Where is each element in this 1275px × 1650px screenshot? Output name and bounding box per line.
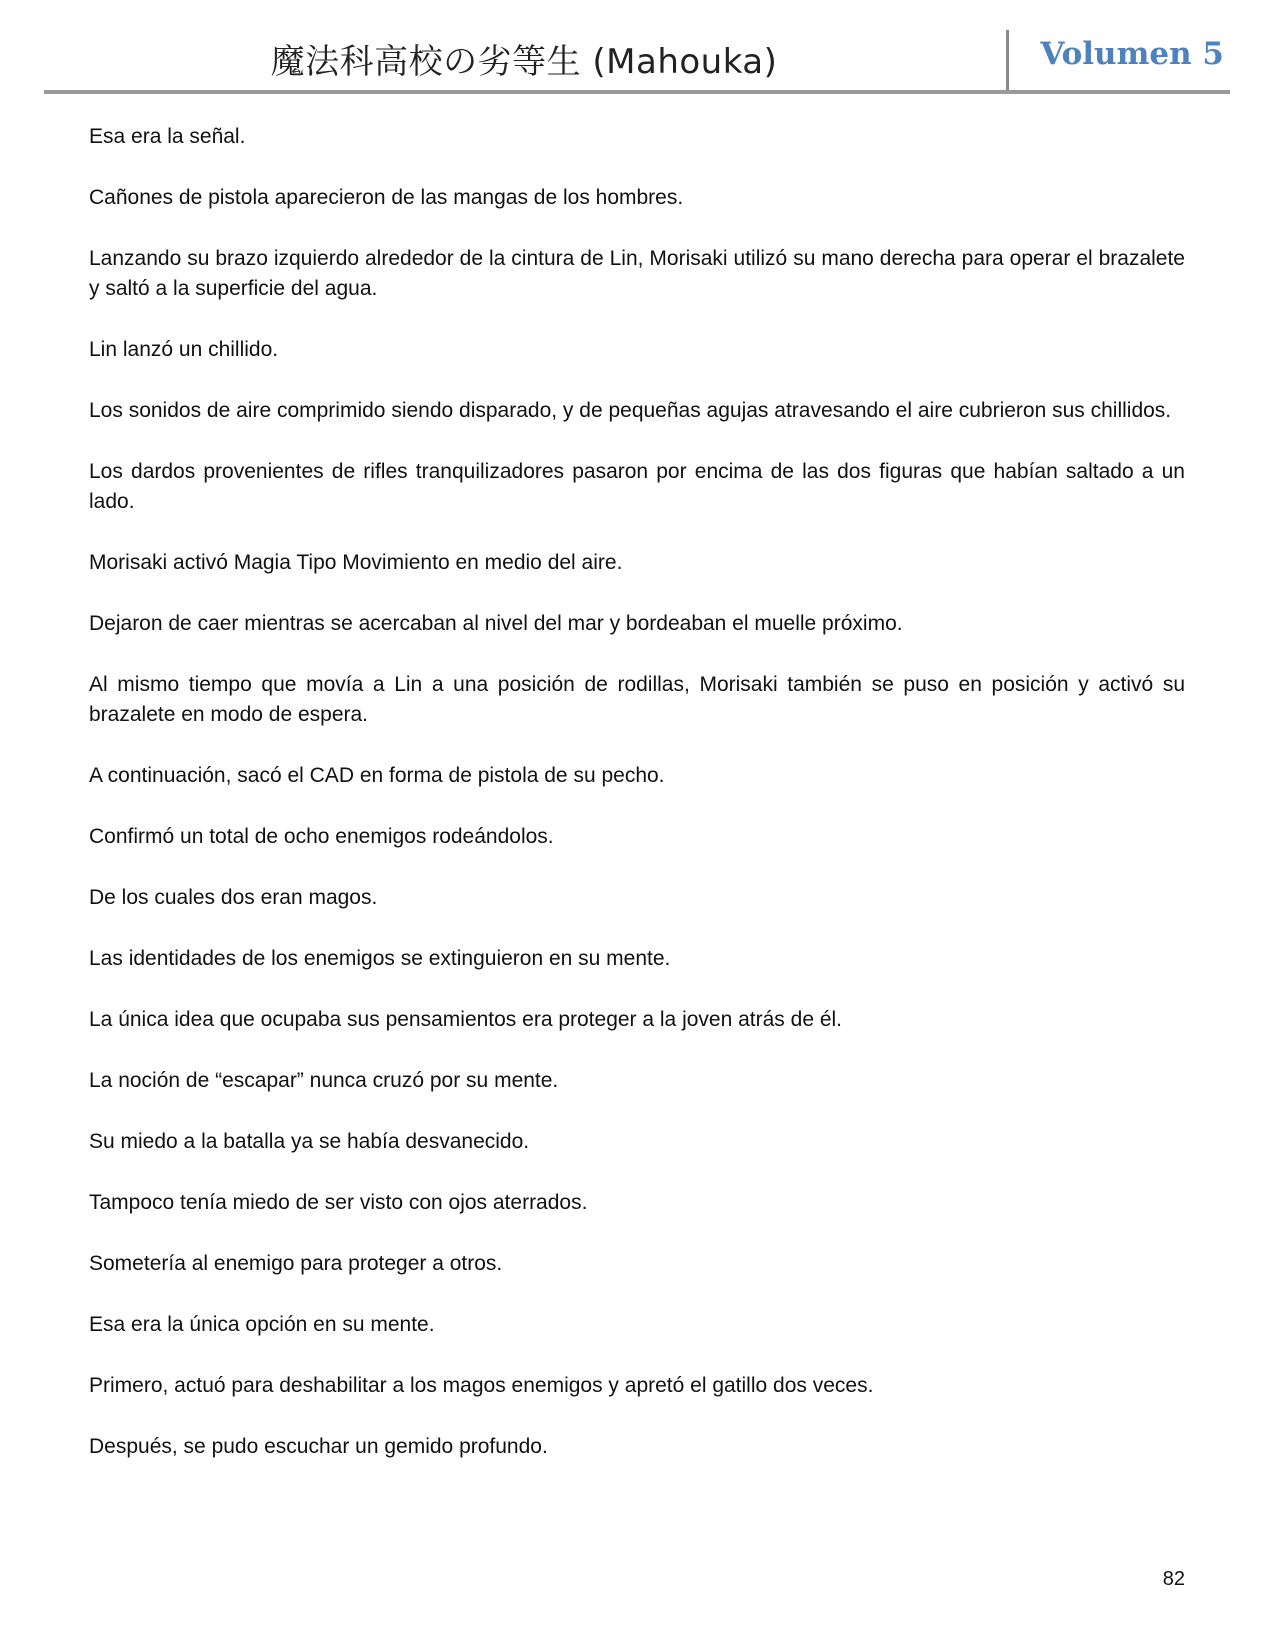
paragraph: Cañones de pistola aparecieron de las mangas de los hombres. [89,186,684,209]
paragraph: Primero, actuó para deshabilitar a los magos enemigos y apretó el gatillo dos veces. [89,1374,874,1397]
paragraph: Las identidades de los enemigos se extinguieron en su mente. [89,947,671,970]
paragraph: La noción de “escapar” nunca cruzó por su mente. [89,1069,559,1092]
page-number: 82 [1162,1568,1185,1590]
paragraph: Esa era la señal. [89,125,246,148]
paragraph: A continuación, sacó el CAD en forma de pistola de su pecho. [89,764,665,787]
paragraph: Confirmó un total de ocho enemigos rodeándolos. [89,825,554,848]
paragraph: Dejaron de caer mientras se acercaban al nivel del mar y bordeaban el muelle próximo. [89,612,903,635]
paragraph: De los cuales dos eran magos. [89,886,378,909]
volume-label: Volumen 5 [1040,36,1224,72]
paragraph: Tampoco tenía miedo de ser visto con ojos aterrados. [89,1191,588,1214]
paragraph: Sometería al enemigo para proteger a otros. [89,1252,503,1275]
paragraph: Al mismo tiempo que movía a Lin a una posición de rodillas, Morisaki también se puso en posición y activó su brazalete en modo de espera. [89,673,1185,726]
paragraph: Lin lanzó un chillido. [89,338,279,361]
page-header [44,22,1230,94]
header-divider [1006,30,1009,94]
header-rule [44,90,1230,94]
paragraph: Esa era la única opción en su mente. [89,1313,435,1336]
paragraph: La única idea que ocupaba sus pensamientos era proteger a la joven atrás de él. [89,1008,843,1031]
paragraph: Su miedo a la batalla ya se había desvanecido. [89,1130,530,1153]
paragraph: Morisaki activó Magia Tipo Movimiento en medio del aire. [89,551,623,574]
book-title: 魔法科高校の劣等生 (Mahouka) [270,42,778,82]
paragraph: Lanzando su brazo izquierdo alrededor de la cintura de Lin, Morisaki utilizó su mano derecha para operar el brazalete y saltó a la superficie del agua. [89,247,1185,300]
paragraph: Los dardos provenientes de rifles tranquilizadores pasaron por encima de las dos figuras que habían saltado a un lado. [89,460,1185,513]
paragraph: Los sonidos de aire comprimido siendo disparado, y de pequeñas agujas atravesando el aire cubrieron sus chillidos. [89,399,1172,422]
page-body [89,122,1185,1493]
paragraph: Después, se pudo escuchar un gemido profundo. [89,1435,548,1458]
